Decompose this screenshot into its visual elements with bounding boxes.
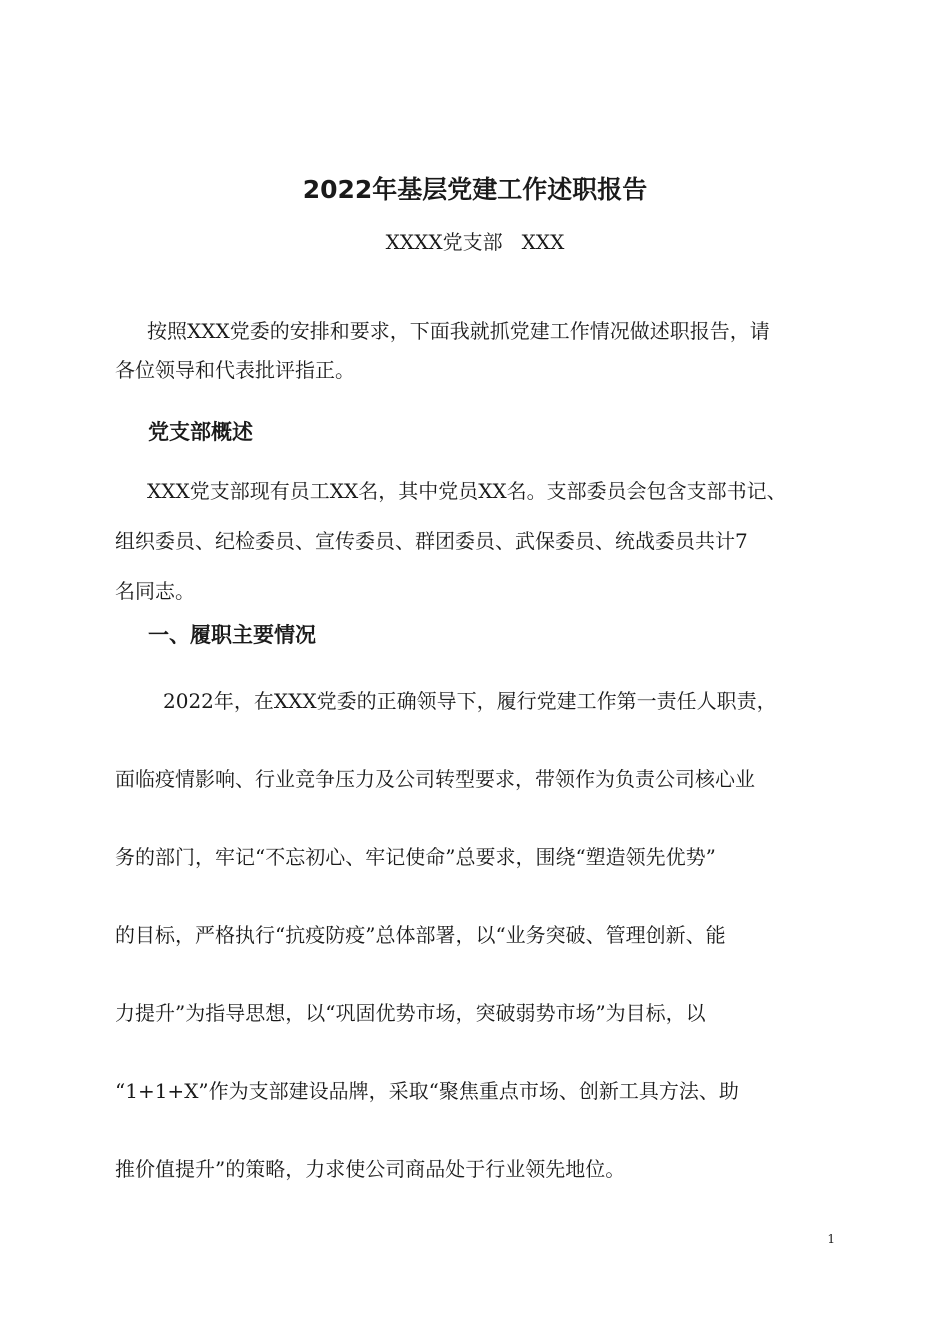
section-heading-duties: 一、履职主要情况 bbox=[148, 623, 316, 647]
duties-line: “1+1+X”作为支部建设品牌，采取“聚焦重点市场、创新工具方法、助 bbox=[115, 1079, 739, 1103]
duties-line: 力提升”为指导思想，以“巩固优势市场，突破弱势市场”为目标，以 bbox=[115, 1001, 706, 1025]
section-heading-overview: 党支部概述 bbox=[148, 420, 253, 444]
overview-line: 组织委员、纪检委员、宣传委员、群团委员、武保委员、统战委员共计7 bbox=[115, 529, 748, 553]
duties-line: 务的部门，牢记“不忘初心、牢记使命”总要求，围绕“塑造领先优势” bbox=[115, 845, 716, 869]
duties-line: 2022年，在XXX党委的正确领导下，履行党建工作第一责任人职责， bbox=[163, 689, 777, 713]
overview-paragraph bbox=[115, 466, 840, 616]
page-number: 1 bbox=[827, 1232, 835, 1246]
intro-line: 按照XXX党委的安排和要求，下面我就抓党建工作情况做述职报告，请 bbox=[147, 319, 770, 343]
overview-line: 名同志。 bbox=[115, 579, 195, 603]
document-subtitle: XXXX党支部 XXX bbox=[385, 230, 565, 254]
document-title: 2022年基层党建工作述职报告 bbox=[302, 175, 648, 204]
duties-line: 推价值提升”的策略，力求使公司商品处于行业领先地位。 bbox=[115, 1157, 626, 1181]
duties-line: 的目标，严格执行“抗疫防疫”总体部署，以“业务突破、管理创新、能 bbox=[115, 923, 726, 947]
intro-paragraph bbox=[115, 312, 840, 390]
overview-line: XXX党支部现有员工XX名，其中党员XX名。支部委员会包含支部书记、 bbox=[147, 479, 787, 503]
duties-line: 面临疫情影响、行业竞争压力及公司转型要求，带领作为负责公司核心业 bbox=[115, 767, 755, 791]
duties-paragraph bbox=[115, 662, 840, 1208]
intro-line: 各位领导和代表批评指正。 bbox=[115, 358, 355, 382]
